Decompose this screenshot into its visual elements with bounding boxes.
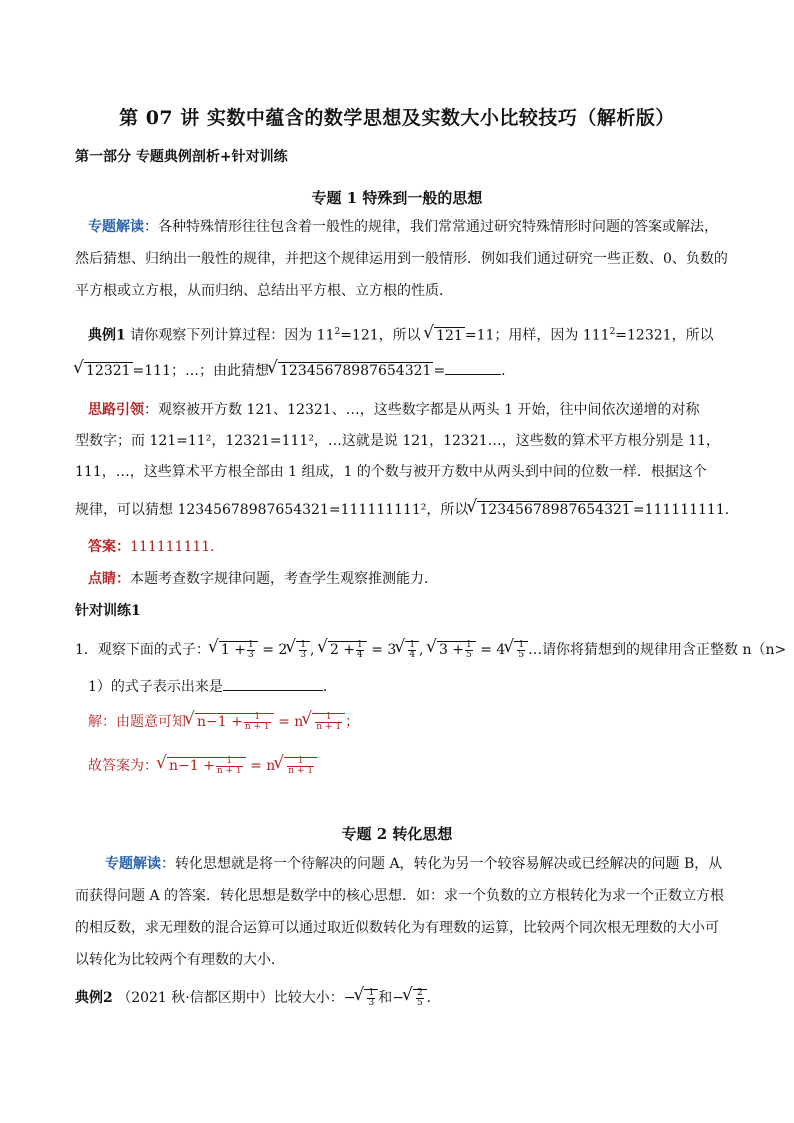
frac-den: 4: [409, 649, 416, 660]
frac-num: √ 1: [409, 639, 416, 650]
hint-text1: ：观察被开方数 121、12321、…，这些数字都是从两头 1 开始，往中间依次递增的对称: [144, 402, 700, 418]
radical-q1-1: [210, 640, 258, 660]
example1-text-2b: =111；…；由此猜想: [132, 363, 269, 379]
frac-num: √ 1: [300, 639, 307, 650]
sol-end: ；: [345, 714, 360, 730]
radical-q1-1b: [287, 640, 310, 660]
radicand-sol-b: [312, 713, 345, 730]
example1-equals: =: [433, 363, 446, 379]
radicand-long: 12345678987654321: [280, 363, 432, 379]
example1-text-d: =11；用样，因为 111: [464, 327, 610, 344]
final-eq: = n: [245, 758, 276, 774]
comment-label: 点睛：: [88, 571, 130, 587]
frac-num: 1: [357, 639, 363, 650]
q1-period: ．: [322, 679, 337, 695]
sol-rin: n−1 +: [197, 714, 243, 730]
fraction: [356, 641, 364, 660]
frac-num: 1: [248, 639, 254, 650]
final-rin: n−1 +: [169, 758, 215, 774]
q1-r2: 2 +: [329, 642, 356, 658]
frac-den: 5: [518, 649, 525, 660]
example1-text-b: =121，所以: [340, 327, 421, 344]
example1-period: ．: [501, 363, 516, 379]
frac-den: n + 1: [288, 765, 314, 776]
radical-sol-b: [303, 712, 345, 732]
frac-den: 5: [416, 997, 423, 1008]
hint-label: 思路引领: [88, 402, 144, 418]
example1-line2: [75, 360, 725, 381]
radical-121: [425, 326, 465, 346]
radicand-ex2-1: [364, 989, 378, 1006]
final-label: 故答案为：: [88, 758, 158, 774]
example1-text-e: =12321，所以: [615, 327, 714, 344]
part-heading: 第一部分 专题典例剖析+针对训练: [75, 149, 288, 165]
q1-prefix: 1．观察下面的式子：: [75, 642, 210, 658]
radical-long: [269, 361, 433, 381]
radicand-q1-2b: [405, 641, 419, 658]
example1-label: 典例1: [88, 327, 126, 344]
radical-final-b: [275, 756, 317, 776]
frac-den: 5: [466, 649, 472, 660]
q1-r3: 3 +: [438, 642, 465, 658]
frac-den: n + 1: [244, 721, 270, 732]
example1-line1: [88, 322, 738, 346]
solution-label: 解：由题意可知: [88, 714, 186, 730]
fraction: [299, 641, 307, 660]
topic2-intro-line3: 的相反数，求无理数的混合运算可以通过取近似数转化为有理数的运算，比较两个同次根无理数的大小可: [75, 920, 719, 936]
square-sup: 2: [609, 327, 616, 337]
frac-num: 1: [216, 757, 243, 767]
radicand-q1-3: [437, 641, 476, 658]
example2-period: ．: [426, 990, 441, 1006]
frac-den: 3: [368, 997, 375, 1008]
q1-answer-blank[interactable]: [223, 676, 323, 691]
topic1-intro-line3: 平方根或立方根，从而归纳、总结出平方根、立方根的性质．: [75, 283, 453, 299]
answer-value: 111111111．: [130, 539, 225, 555]
frac-den: 3: [248, 649, 254, 660]
sol-eq: = n: [273, 714, 304, 730]
answer-line: [88, 537, 738, 557]
radicand-q1-1: [219, 641, 258, 658]
topic1-intro-label: 专题解读: [88, 219, 144, 235]
radical-q1-2b: [396, 640, 419, 660]
radicand-q1-2: [328, 641, 367, 658]
radicand-final-b: [284, 757, 317, 774]
topic1-intro-line2: 然后猜想、归纳出一般性的规律，并把这个规律运用到一般情形．例如我们通过研究一些正数、0、负数的: [75, 251, 728, 267]
answer-label: 答案：: [88, 539, 130, 555]
comment-text: 本题考查数字规律问题，考查学生观察推测能力．: [130, 571, 438, 587]
radical-ex2-1: [355, 988, 378, 1008]
frac-num: √ 1: [518, 639, 525, 650]
q1-line2-text: 1）的式子表示出来是: [88, 679, 223, 695]
topic2-intro-label: 专题解读: [105, 856, 161, 872]
frac-num: √ 1: [368, 987, 375, 998]
question1-line1: 1．观察下面的式子：√ 1 + $\frac{1}{3}$ = 2 √ $\frac{1}{3}$ , √ 2 + $\frac{1}{4}$ = 3 √ $\frac{1}{4}$ , √ 3 + $\frac{1}{5}$ = 4 √ $\frac{1}{5}$ …请你将猜想到的规律用含正整数 n（n>: [75, 640, 725, 660]
topic2-intro-line2: 而获得问题 A 的答案．转化思想是数学中的核心思想．如：求一个负数的立方根转化为求一个正数立方根: [75, 888, 725, 904]
example2-text-b: 和−: [378, 990, 404, 1006]
frac-den: n + 1: [316, 721, 342, 732]
example2-line: [75, 988, 725, 1008]
radical-q1-3: [428, 640, 476, 660]
topic1-intro-line1: [88, 217, 738, 237]
frac-num: √ 2: [416, 987, 423, 998]
hint-line2: 型数字；而 121=11²，12321=111²，…这就是说 121，12321…，这些数的算术平方根分别是 11，: [75, 433, 720, 449]
fraction: [216, 757, 243, 776]
hint-line4: [75, 500, 739, 520]
training-label: 针对训练1: [75, 603, 141, 619]
fraction: [517, 641, 525, 660]
frac-den: 4: [357, 649, 363, 660]
fraction: [465, 641, 473, 660]
final-answer-line: [88, 756, 738, 776]
q1-tail: …请你将猜想到的规律用含正整数 n（n>: [528, 642, 787, 658]
example2-text-a: （2021 秋·信都区期中）比较大小：−: [117, 990, 356, 1006]
example1-text-a: 请你观察下列计算过程：因为 11: [125, 327, 335, 344]
hint-line1: [88, 400, 738, 420]
radicand-q1-1b: [296, 641, 310, 658]
fraction: [367, 989, 375, 1008]
topic1-heading: 专题 1 特殊到一般的思想: [311, 189, 483, 207]
fraction: [416, 989, 424, 1008]
fraction: [408, 641, 416, 660]
hint-text4a: 规律，可以猜想 12345678987654321=111111111²，所以: [75, 502, 469, 518]
comment-line: [88, 569, 738, 589]
frac-num: √ 1: [287, 757, 314, 767]
radicand-12321: 12321: [86, 363, 131, 379]
radical-q1-2: [319, 640, 367, 660]
question1-line2: [88, 676, 738, 697]
fraction: [244, 713, 271, 732]
topic2-intro-line4: 以转化为比较两个有理数的大小．: [75, 952, 285, 968]
square-sup: 2: [334, 327, 341, 337]
hint-line3: 111，…，这些算术平方根全部由 1 组成，1 的个数与被开方数中从两头到中间的位数一样．根据这个: [75, 464, 707, 480]
radical-ex2-2: [404, 988, 427, 1008]
q1-eq1: = 2: [257, 642, 288, 658]
topic2-heading: 专题 2 转化思想: [341, 825, 453, 843]
hint-text4c: =111111111．: [632, 502, 739, 518]
frac-num: 1: [244, 713, 271, 723]
page-title: 第 07 讲 实数中蕴含的数学思想及实数大小比较技巧（解析版）: [119, 107, 675, 129]
radical-final: [158, 756, 246, 776]
example2-label: 典例2: [75, 990, 113, 1006]
answer-blank[interactable]: [445, 360, 501, 375]
radical-sol: [186, 712, 274, 732]
radical-12321: [75, 361, 133, 381]
solution-line: [88, 712, 738, 732]
q1-eq2: = 3: [366, 642, 397, 658]
topic1-intro-text1: ：各种特殊情形往往包含着一般性的规律，我们常常通过研究特殊情形时问题的答案或解法，: [144, 219, 718, 235]
radicand-121: 121: [436, 327, 463, 344]
topic2-intro-text1: ：转化思想就是将一个待解决的问题 A，转化为另一个较容易解决或已经解决的问题 B，从: [161, 856, 723, 872]
q1-eq3: = 4: [475, 642, 506, 658]
fraction: [287, 757, 314, 776]
radicand-final: [167, 757, 246, 774]
radicand-ex2-2: [413, 989, 427, 1006]
topic2-intro-line1: [105, 854, 755, 874]
frac-den: n + 1: [216, 765, 242, 776]
q1-r1: 1 +: [220, 642, 247, 658]
radical-hint: [468, 500, 632, 520]
radicand-q1-3b: [514, 641, 528, 658]
fraction: [247, 641, 255, 660]
frac-den: 3: [300, 649, 307, 660]
frac-num: 1: [466, 639, 472, 650]
radicand-sol: [195, 713, 274, 730]
radical-q1-3b: [505, 640, 528, 660]
radicand-hint: 12345678987654321: [479, 502, 631, 518]
frac-num: √ 1: [315, 713, 342, 723]
fraction: [315, 713, 342, 732]
